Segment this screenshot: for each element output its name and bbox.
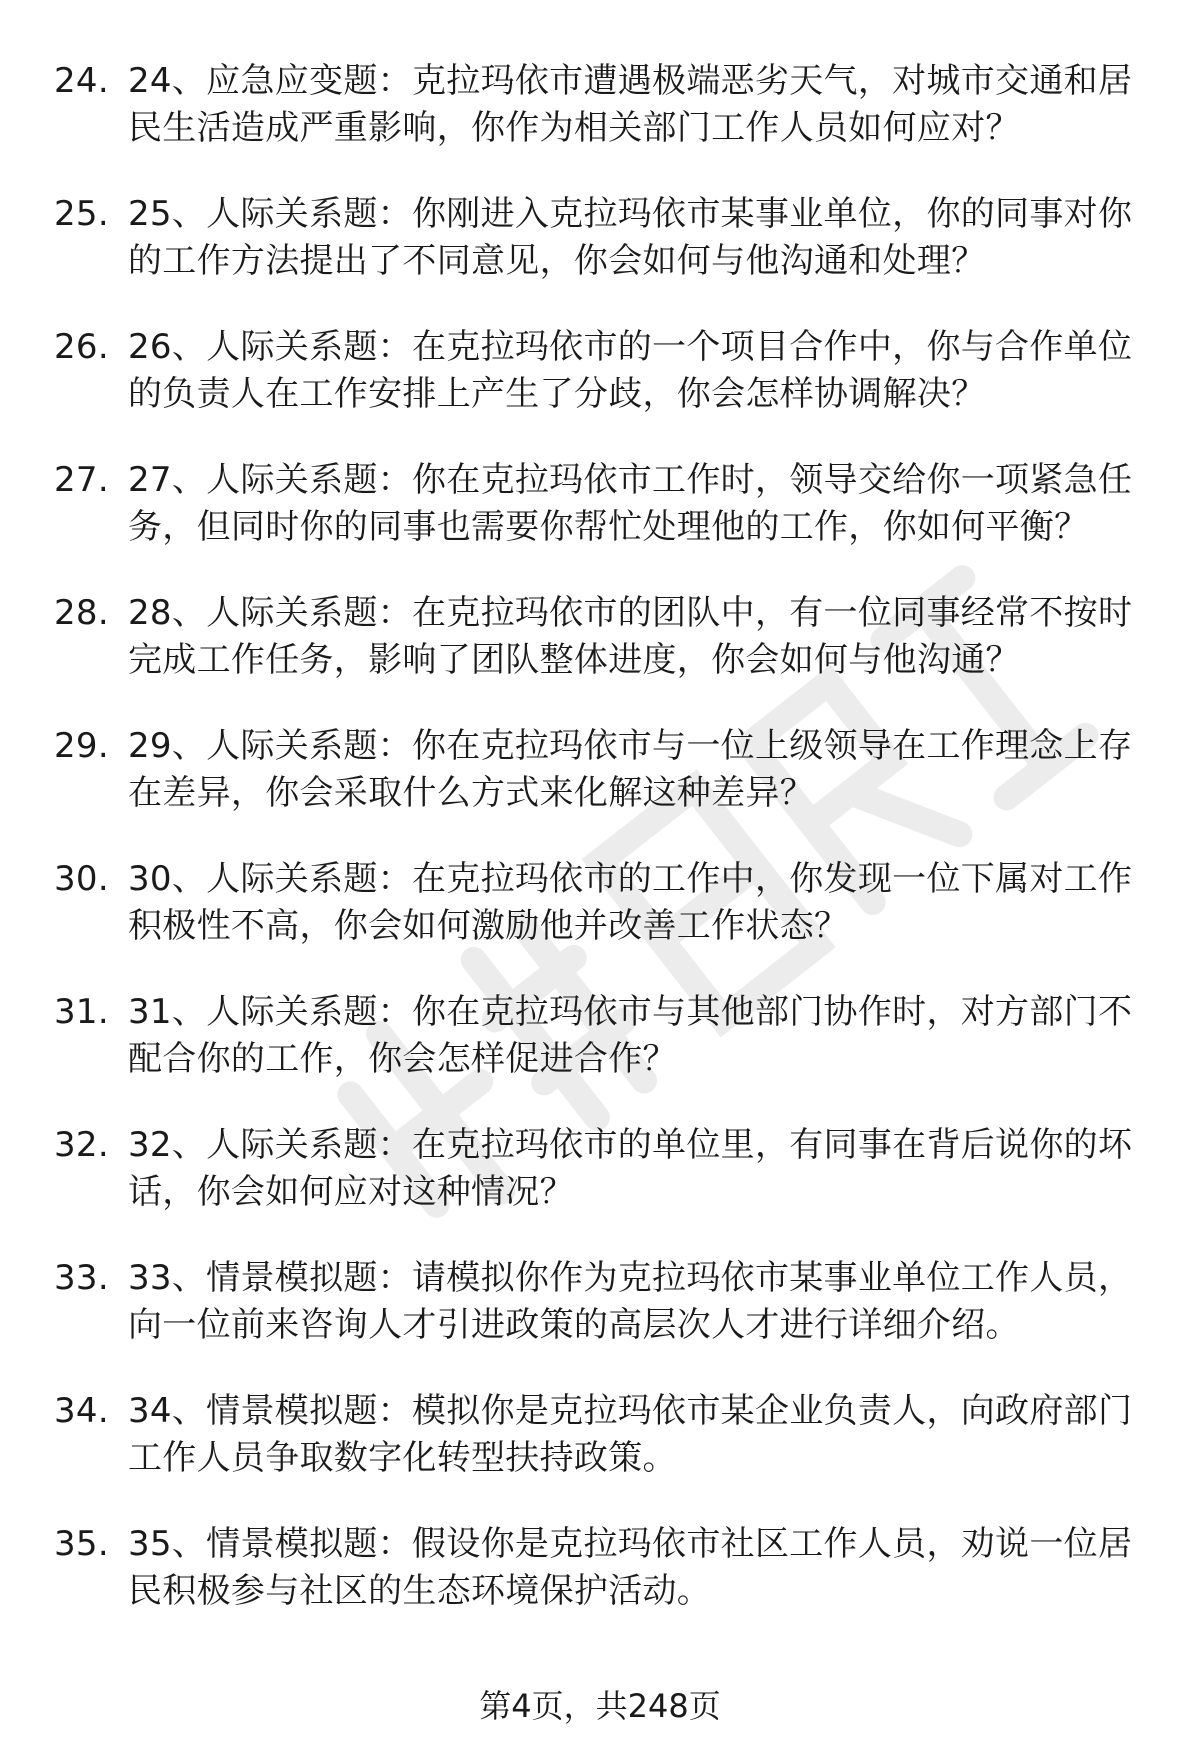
list-item	[0, 58, 1200, 152]
question-number: 30.	[54, 859, 109, 899]
question-number: 28.	[54, 593, 109, 633]
question-number: 29.	[54, 726, 109, 766]
list-item	[0, 324, 1200, 418]
page-footer: 第4页，共248页	[479, 1687, 721, 1725]
question-number: 31.	[54, 992, 109, 1032]
question-text: 33、情景模拟题：请模拟你作为克拉玛依市某事业单位工作人员，向一位前来咨询人才引进政策的高层次人才进行详细介绍。	[128, 1258, 1133, 1345]
question-number: 26.	[54, 327, 109, 367]
question-text: 27、人际关系题：你在克拉玛依市工作时，领导交给你一项紧急任务，但同时你的同事也需要你帮忙处理他的工作，你如何平衡？	[128, 460, 1133, 547]
list-item	[0, 457, 1200, 551]
list-item	[0, 856, 1200, 950]
question-text: 31、人际关系题：你在克拉玛依市与其他部门协作时，对方部门不配合你的工作，你会怎样促进合作？	[128, 992, 1133, 1079]
question-number: 27.	[54, 460, 109, 500]
list-item	[0, 1388, 1200, 1482]
question-text: 24、应急应变题：克拉玛依市遭遇极端恶劣天气，对城市交通和居民生活造成严重影响，你作为相关部门工作人员如何应对？	[128, 61, 1133, 148]
question-number: 24.	[54, 61, 109, 101]
question-text: 32、人际关系题：在克拉玛依市的单位里，有同事在背后说你的坏话，你会如何应对这种情况？	[128, 1125, 1133, 1212]
question-text: 35、情景模拟题：假设你是克拉玛依市社区工作人员，劝说一位居民积极参与社区的生态环境保护活动。	[128, 1524, 1133, 1611]
question-number: 34.	[54, 1391, 109, 1431]
list-item	[0, 1122, 1200, 1216]
list-item	[0, 1255, 1200, 1349]
question-text: 29、人际关系题：你在克拉玛依市与一位上级领导在工作理念上存在差异，你会采取什么方式来化解这种差异？	[128, 726, 1133, 813]
list-item	[0, 1521, 1200, 1615]
question-number: 33.	[54, 1258, 109, 1298]
question-text: 25、人际关系题：你刚进入克拉玛依市某事业单位，你的同事对你的工作方法提出了不同意见，你会如何与他沟通和处理？	[128, 194, 1133, 281]
question-text: 34、情景模拟题：模拟你是克拉玛依市某企业负责人，向政府部门工作人员争取数字化转型扶持政策。	[128, 1391, 1133, 1478]
question-list	[0, 58, 1200, 1654]
question-text: 28、人际关系题：在克拉玛依市的团队中，有一位同事经常不按时完成工作任务，影响了团队整体进度，你会如何与他沟通？	[128, 593, 1133, 680]
question-number: 32.	[54, 1125, 109, 1165]
list-item	[0, 191, 1200, 285]
list-item	[0, 723, 1200, 817]
list-item	[0, 590, 1200, 684]
question-number: 35.	[54, 1524, 109, 1564]
question-number: 25.	[54, 194, 109, 234]
list-item	[0, 989, 1200, 1083]
question-text: 30、人际关系题：在克拉玛依市的工作中，你发现一位下属对工作积极性不高，你会如何激励他并改善工作状态？	[128, 859, 1133, 946]
question-text: 26、人际关系题：在克拉玛依市的一个项目合作中，你与合作单位的负责人在工作安排上产生了分歧，你会怎样协调解决？	[128, 327, 1133, 414]
